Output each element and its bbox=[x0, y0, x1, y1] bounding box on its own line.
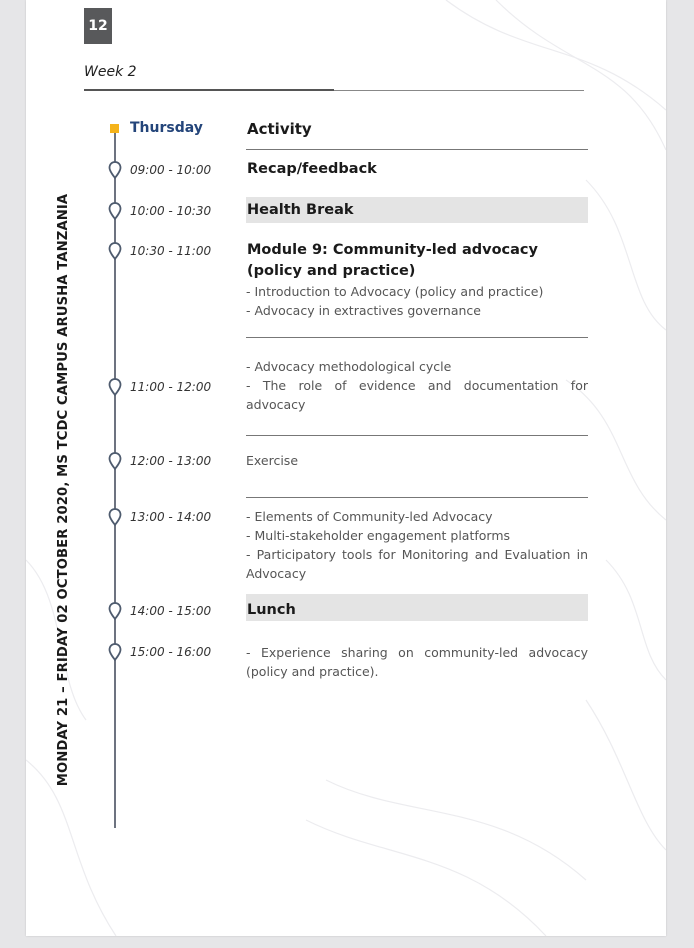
header-divider bbox=[246, 149, 588, 150]
activity-title: Module 9: Community-led advocacy (policy and practice) bbox=[247, 242, 538, 279]
location-pin-icon bbox=[108, 602, 122, 620]
week-underline bbox=[84, 89, 334, 91]
location-pin-icon bbox=[108, 161, 122, 179]
activity-line: - Multi-stakeholder engagement platforms bbox=[246, 528, 511, 543]
row-divider bbox=[246, 435, 588, 436]
day-header: Thursday bbox=[130, 120, 203, 136]
square-marker-icon bbox=[110, 124, 119, 133]
location-pin-icon bbox=[108, 452, 122, 470]
location-pin-icon bbox=[108, 508, 122, 526]
activity-line: - Elements of Community-led Advocacy bbox=[246, 509, 493, 524]
location-pin-icon bbox=[108, 643, 122, 661]
page-number: 12 bbox=[84, 8, 112, 44]
time-slot: 12:00 - 13:00 bbox=[130, 454, 212, 468]
time-slot: 11:00 - 12:00 bbox=[130, 380, 212, 394]
activity-title: Recap/feedback bbox=[247, 161, 377, 177]
activity-line: - Advocacy methodological cycle bbox=[246, 359, 452, 374]
location-pin-icon bbox=[108, 202, 122, 220]
row-divider bbox=[246, 497, 588, 498]
activity-title: Lunch bbox=[247, 602, 296, 618]
document-page bbox=[26, 0, 666, 936]
activity-line: Exercise bbox=[246, 453, 299, 468]
location-pin-icon bbox=[108, 378, 122, 396]
timeline-line bbox=[114, 128, 116, 828]
location-pin-icon bbox=[108, 242, 122, 260]
vertical-date-location-caption: MONDAY 21 – FRIDAY 02 OCTOBER 2020, MS TCDC CAMPUS ARUSHA TANZANIA bbox=[56, 193, 71, 787]
time-slot: 14:00 - 15:00 bbox=[130, 604, 212, 618]
activity-line: - Introduction to Advocacy (policy and practice) bbox=[246, 284, 544, 299]
time-slot: 10:00 - 10:30 bbox=[130, 204, 212, 218]
activity-line: - Participatory tools for Monitoring and Evaluation in Advocacy bbox=[246, 547, 588, 581]
activity-title: Health Break bbox=[247, 202, 354, 218]
time-slot: 09:00 - 10:00 bbox=[130, 163, 212, 177]
activity-line: - The role of evidence and documentation for advocacy bbox=[246, 378, 588, 412]
time-slot: 15:00 - 16:00 bbox=[130, 645, 212, 659]
week-underline-extension bbox=[334, 90, 584, 91]
activity-line: - Advocacy in extractives governance bbox=[246, 303, 481, 318]
time-slot: 10:30 - 11:00 bbox=[130, 244, 212, 258]
time-slot: 13:00 - 14:00 bbox=[130, 510, 212, 524]
activity-line: - Experience sharing on community-led advocacy (policy and practice). bbox=[246, 645, 588, 679]
week-label: Week 2 bbox=[84, 64, 137, 80]
row-divider bbox=[246, 337, 588, 338]
activity-header: Activity bbox=[247, 120, 312, 138]
